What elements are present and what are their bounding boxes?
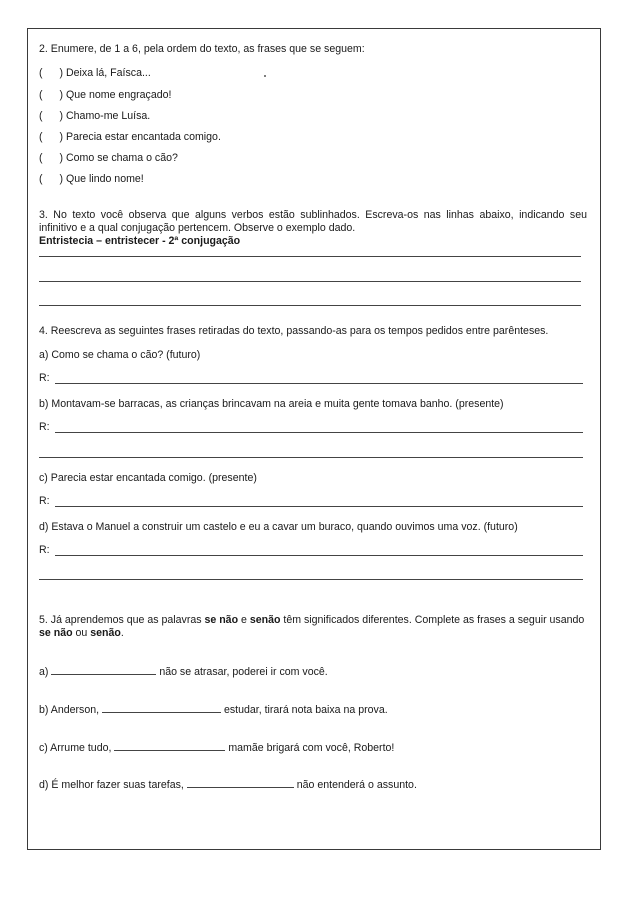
keyword-senao: senão <box>249 614 281 626</box>
q3-prompt: 3. No texto você observa que alguns verbos estão sublinhados. Escreva-os nas linhas abaixo, indicando seu infinitivo e a qual conjugação pertencem. Observe o exemplo dado. <box>39 209 587 234</box>
q5-item-a <box>39 664 328 679</box>
answer-label: R: <box>39 495 50 507</box>
answer-line[interactable] <box>39 305 581 306</box>
answer-line[interactable] <box>39 579 583 580</box>
q2-option[interactable] <box>39 152 178 165</box>
paren-close: ) <box>59 173 64 185</box>
paren-open: ( <box>39 67 43 79</box>
fill-in-blank[interactable] <box>51 664 156 675</box>
q2-option-text: Chamo-me Luísa. <box>66 110 151 122</box>
q2-option-text: Parecia estar encantada comigo. <box>66 131 221 143</box>
q4-item-b: b) Montavam-se barracas, as crianças brincavam na areia e muita gente tomava banho. (presente) <box>39 398 504 410</box>
q5-item-text: d) É melhor fazer suas tarefas, <box>39 779 187 791</box>
paren-close: ) <box>59 89 64 101</box>
fill-in-blank[interactable] <box>102 702 221 713</box>
q5-item-d <box>39 777 417 792</box>
q5-item-c <box>39 740 394 755</box>
q2-prompt: 2. Enumere, de 1 a 6, pela ordem do texto, as frases que se seguem: <box>39 43 365 55</box>
q3-example: Entristecia – entristecer - 2ª conjugação <box>39 235 241 247</box>
q5-prompt-text: . <box>120 626 124 639</box>
q5-prompt-text: têm significados diferentes. Complete as frases a seguir usando <box>280 614 585 626</box>
fill-in-blank[interactable] <box>114 740 225 751</box>
q5-prompt-text: 5. Já aprendemos que as palavras <box>39 614 205 626</box>
q2-option[interactable] <box>39 89 171 102</box>
scan-speck <box>264 75 266 77</box>
q5-item-text: b) Anderson, <box>39 704 103 716</box>
answer-line[interactable] <box>55 506 583 507</box>
answer-label: R: <box>39 544 50 556</box>
answer-line[interactable] <box>55 383 583 384</box>
q2-option-text: Como se chama o cão? <box>66 152 178 164</box>
q5-item-text: não se atrasar, poderei ir com você. <box>156 666 328 678</box>
keyword-se-nao: se não <box>39 626 73 639</box>
q2-option[interactable] <box>39 173 144 186</box>
q2-option[interactable] <box>39 131 221 144</box>
q5-prompt <box>39 614 591 639</box>
q5-item-text: c) Arrume tudo, <box>39 742 115 754</box>
q5-item-text: mamãe brigará com você, Roberto! <box>225 742 395 754</box>
answer-line[interactable] <box>39 281 581 282</box>
answer-label: R: <box>39 372 50 384</box>
q4-item-a: a) Como se chama o cão? (futuro) <box>39 349 201 361</box>
q5-prompt-text: ou <box>72 626 91 639</box>
keyword-se-nao: se não <box>204 614 239 626</box>
q2-option[interactable] <box>39 67 151 80</box>
paren-close: ) <box>59 131 64 143</box>
keyword-senao: senão <box>90 626 121 639</box>
answer-line[interactable] <box>55 432 583 433</box>
q2-option[interactable] <box>39 110 150 123</box>
answer-line[interactable] <box>39 457 583 458</box>
paren-open: ( <box>39 89 43 101</box>
paren-open: ( <box>39 152 43 164</box>
answer-line[interactable] <box>39 256 581 257</box>
q4-item-c: c) Parecia estar encantada comigo. (presente) <box>39 472 257 484</box>
q4-prompt: 4. Reescreva as seguintes frases retiradas do texto, passando-as para os tempos pedidos entre parênteses. <box>39 325 549 337</box>
q5-item-text: estudar, tirará nota baixa na prova. <box>221 704 388 716</box>
q2-option-text: Deixa lá, Faísca... <box>66 67 151 79</box>
q5-prompt-text: e <box>238 614 250 626</box>
answer-label: R: <box>39 421 50 433</box>
paren-close: ) <box>59 110 64 122</box>
q5-item-b <box>39 702 388 717</box>
paren-close: ) <box>59 67 64 79</box>
q2-option-text: Que nome engraçado! <box>66 89 172 101</box>
q4-item-d: d) Estava o Manuel a construir um castelo e eu a cavar um buraco, quando ouvimos uma voz. (futuro) <box>39 521 518 533</box>
paren-open: ( <box>39 110 43 122</box>
paren-open: ( <box>39 131 43 143</box>
paren-open: ( <box>39 173 43 185</box>
q5-item-text: a) <box>39 666 52 678</box>
q2-option-text: Que lindo nome! <box>66 173 144 185</box>
fill-in-blank[interactable] <box>187 777 294 788</box>
paren-close: ) <box>59 152 64 164</box>
answer-line[interactable] <box>55 555 583 556</box>
q5-item-text: não entenderá o assunto. <box>293 779 417 791</box>
